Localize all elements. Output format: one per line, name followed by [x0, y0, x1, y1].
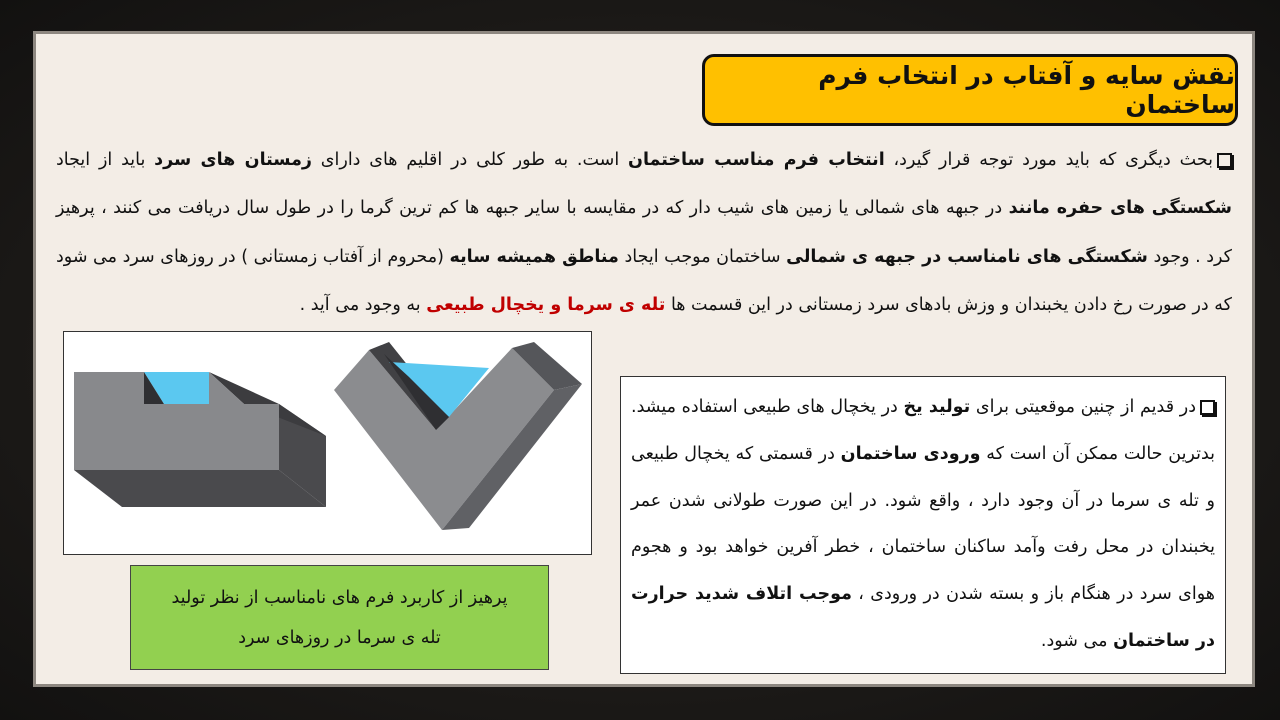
history-paragraph-box — [620, 376, 1226, 674]
text-run: باید از ایجاد — [56, 150, 155, 170]
text-run: در قدیم از چنین موقعیتی برای — [970, 397, 1196, 417]
building-forms-illustration — [63, 331, 592, 555]
square-bullet-icon — [1200, 400, 1215, 415]
intro-paragraph — [56, 136, 1232, 330]
bold-term: زمستان های سرد — [154, 150, 312, 170]
text-run: (محروم از آفتاب زمستانی ) در روزهای سرد می شود که در صورت رخ دادن یخبندان و وزش بادهای سرد زمستانی در این قسمت ها — [56, 246, 1232, 316]
text-run: می شود. — [1040, 630, 1114, 651]
text-run: در قسمتی که یخچال طبیعی و تله ی سرما در آن وجود دارد ، واقع شود. در این صورت طولانی شدن عمر یخبندان در محل رفت وآمد ساکنان ساختمان ، خطر آفرین خواهد بود و هجوم هوای سرد در هنگام باز و بسته شدن در ورودی ، — [631, 443, 1216, 605]
slide — [33, 31, 1255, 687]
bold-term: موجب اتلاف شدید حرارت در ساختمان — [631, 584, 1215, 651]
bold-term: ورودی ساختمان — [840, 443, 981, 464]
bold-term: تولید یخ — [903, 397, 971, 417]
slide-title-text: نقش سایه و آفتاب در انتخاب فرم ساختمان — [818, 61, 1235, 119]
slide-title — [702, 54, 1238, 126]
highlighted-term: تله ی سرما و یخچال طبیعی — [426, 295, 666, 316]
text-run: در جبهه های شمالی یا زمین های شیب دار که در مقایسه با سایر جبهه ها کم ترین گرما را در طول سال دریافت می کنند ، پرهیز کرد . وجود — [56, 198, 1233, 267]
text-run: بحث دیگری که باید مورد توجه قرار گیرد، — [884, 150, 1213, 170]
bold-term: مناطق همیشه سایه — [449, 246, 619, 267]
text-run: به وجود می آید . — [299, 295, 427, 316]
building-forms-svg — [64, 332, 591, 554]
bold-term: انتخاب فرم مناسب ساختمان — [628, 150, 885, 170]
caption-box — [130, 565, 549, 670]
square-bullet-icon — [1217, 153, 1232, 168]
caption-line-2: تله ی سرما در روزهای سرد — [238, 628, 441, 648]
caption-line-1: پرهیز از کاربرد فرم های نامناسب از نظر تولید — [171, 588, 508, 608]
text-run: است. به طور کلی در اقلیم های دارای — [312, 150, 629, 170]
bold-term: شکستگی های حفره مانند — [1008, 198, 1232, 219]
text-run: ساختمان موجب ایجاد — [618, 246, 787, 267]
text-run: در یخچال های طبیعی استفاده میشد. بدترین حالت ممکن آن است که — [631, 397, 1216, 464]
bold-term: شکستگی های نامناسب در جبهه ی شمالی — [786, 246, 1148, 267]
